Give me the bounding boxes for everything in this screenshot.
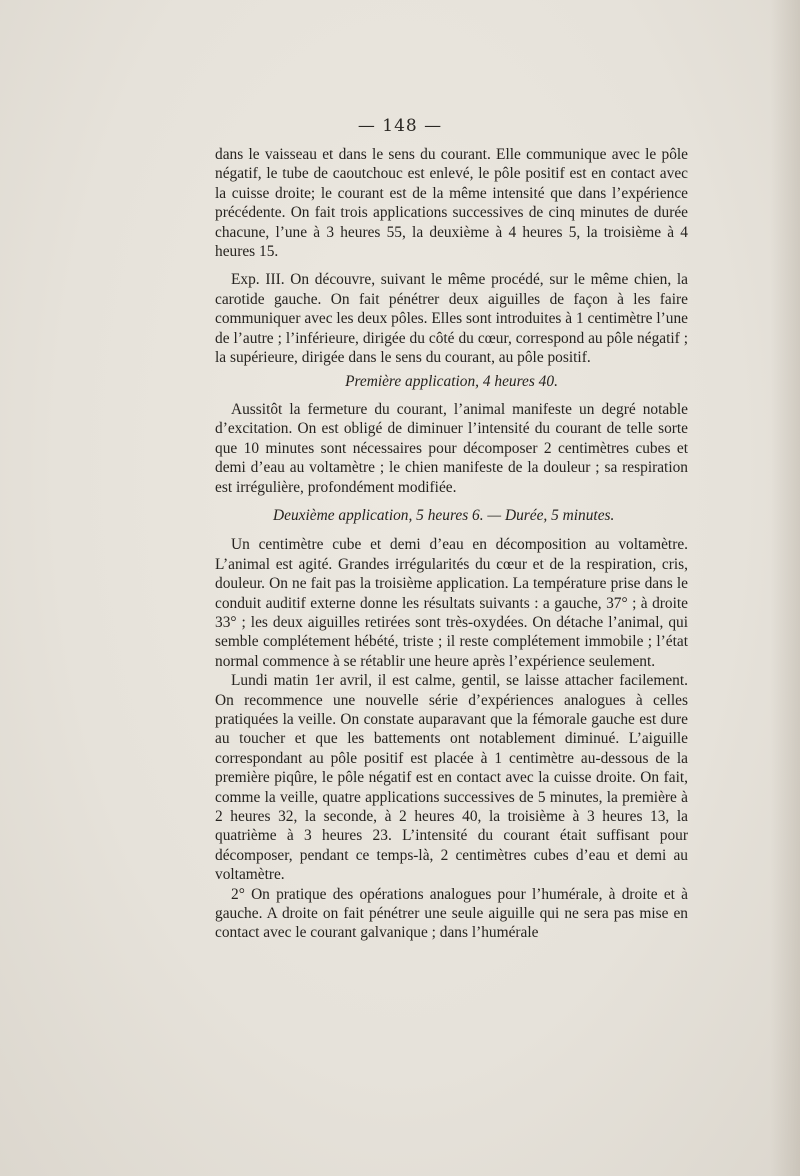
paragraph: Lundi matin 1er avril, il est calme, gentil, se laisse attacher facilement. On recommence une nouvelle série d’expériences analogues à celles pratiquées la veille. On constate auparavant que la fémorale gauche est dure au toucher et que les battements ont notablement diminué. L’aiguille correspondant au pôle positif est placée à 1 centimètre au-dessous de la première piqûre, le pôle négatif est en contact avec la cuisse droite. On fait, comme la veille, quatre applications successives de 5 minutes, la première à 2 heures 32, la seconde, à 2 heures 40, la troisième à 3 heures 13, la quatrième à 3 heures 23. L’intensité du courant était suffisant pour décomposer, pendant ce temps-là, 2 centimètres cubes d’eau et demi au voltamètre. — [215, 672, 688, 884]
paragraph: Aussitôt la fermeture du courant, l’animal manifeste un degré notable d’excitation. On est obligé de diminuer l’intensité du courant de telle sorte que 10 minutes sont nécessaires pour décomposer 2 centimètres cubes et demi d’eau au voltamètre ; le chien manifeste de la douleur ; sa respiration est irrégulière, profondément modifiée. — [215, 400, 688, 496]
caption: Deuxième application, 5 heures 6. — Durée, 5 minutes. — [273, 506, 615, 524]
paragraph: dans le vaisseau et dans le sens du courant. Elle communique avec le pôle négatif, le tube de caoutchouc est enlevé, le pôle positif est en contact avec la cuisse droite; le courant est de la même intensité que dans l’expérience précédente. On fait trois applications successives de cinq minutes de durée chacune, l’une à 3 heures 55, la deuxième à 4 heures 5, la troisième à 4 heures 15. — [215, 146, 688, 261]
page-number: — 148 — — [357, 116, 443, 136]
body-text — [215, 145, 688, 943]
caption: Première application, 4 heures 40. — [345, 373, 558, 391]
paragraph: 2° On pratique des opérations analogues pour l’humérale, à droite et à gauche. A droite on fait pénétrer une seule aiguille qui ne sera pas mise en contact avec le courant galvanique ; dans l’humérale — [215, 885, 688, 942]
paragraph: Exp. III. On découvre, suivant le même procédé, sur le même chien, la carotide gauche. On fait pénétrer deux aiguilles de façon à les faire communiquer avec les deux pôles. Elles sont introduites à 1 centimètre l’une de l’autre ; l’inférieure, dirigée du côté du cœur, correspond au pôle négatif ; la supérieure, dirigée dans le sens du courant, au pôle positif. — [215, 271, 688, 367]
paragraph: Un centimètre cube et demi d’eau en décomposition au voltamètre. L’animal est agité. Grandes irrégularités du cœur et de la respiration, cris, douleur. On ne fait pas la troisième application. La température prise dans le conduit auditif externe donne les résultats suivants : a gauche, 37° ; à droite 33° ; les deux aiguilles retirées sont très-oxydées. On détache l’animal, qui semble complétement hébété, triste ; il reste complétement immobile ; l’état normal commence à se rétablir une heure après l’expérience seulement. — [215, 536, 688, 670]
